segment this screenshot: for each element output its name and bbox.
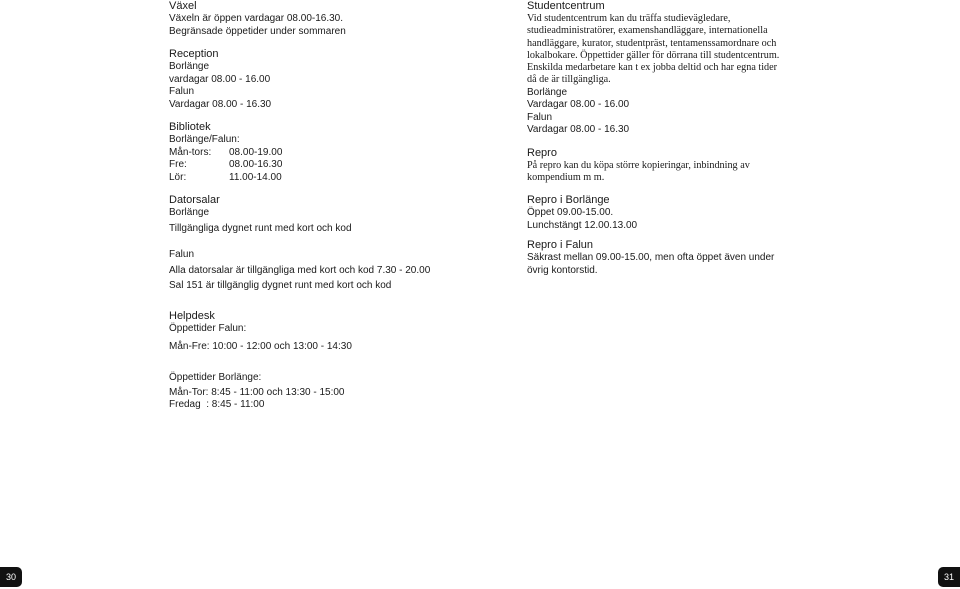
studentcentrum-text: Vid studentcentrum kan du träffa studievägledare, studieadministratörer, examenshandläggare, internationella handläggare, kurator, studentpräst, tentamenssamordnare och lokalbokare. Öppettider gäller för dörrana till studentcentrum. Enskilda medarbetare kan t ex jobba deltid och har egna tider då de är tillgängliga. [527,13,780,86]
bibliotek-time: 08.00-16.30 [229,159,283,170]
datorsalar-borlange: Borlänge [169,207,210,218]
repro-borlange-line: Lunchstängt 12.00.13.00 [527,219,638,231]
studentcentrum-line: Vardagar 08.00 - 16.00 [527,99,630,111]
bibliotek-row [169,147,499,160]
helpdesk-borlange-label: Öppettider Borlänge: [169,372,262,383]
reception-line: Vardagar 08.00 - 16.30 [169,98,272,110]
helpdesk-borlange-time: Mån-Tor: 8:45 - 11:00 och 13:30 - 15:00 [169,386,345,398]
page-number-right: 31 [938,567,960,587]
studentcentrum-heading: Studentcentrum [527,0,605,12]
bibliotek-time: 08.00-19.00 [229,146,283,158]
repro-falun-heading: Repro i Falun [527,239,594,252]
repro-borlange-line: Öppet 09.00-15.00. [527,207,614,219]
bibliotek-heading: Bibliotek [169,121,211,133]
reception-line: Borlänge [169,61,210,72]
bibliotek-day: Lör: [169,171,187,183]
studentcentrum-line: Vardagar 08.00 - 16.30 [527,124,630,136]
datorsalar-heading: Datorsalar [169,194,220,206]
repro-falun-text: Säkrast mellan 09.00-15.00, men ofta öppet även under övrig kontorstid. [527,252,775,276]
repro-heading: Repro [527,146,557,159]
datorsalar-falun-text: Alla datorsalar är tillgängliga med kort och kod 7.30 - 20.00 [169,264,431,276]
bibliotek-sub: Borlänge/Falun: [169,134,240,145]
vaxel-heading: Växel [169,0,197,12]
studentcentrum-line: Borlänge [527,86,568,98]
vaxel-line: Växeln är öppen vardagar 08.00-16.30. [169,13,344,24]
datorsalar-falun: Falun [169,249,195,260]
datorsalar-falun-text: Sal 151 är tillgänglig dygnet runt med kort och kod [169,280,392,291]
studentcentrum-line: Falun [527,111,553,123]
repro-borlange-heading: Repro i Borlänge [527,194,610,207]
bibliotek-row [169,159,499,172]
bibliotek-time: 11.00-14.00 [229,171,282,183]
helpdesk-heading: Helpdesk [169,310,215,322]
reception-heading: Reception [169,48,219,60]
repro-text: På repro kan du köpa större kopieringar, inbindning av kompendium m m. [527,159,750,184]
bibliotek-day: Fre: [169,159,187,170]
bibliotek-row [169,172,499,185]
helpdesk-section [169,310,499,412]
helpdesk-falun-label: Öppettider Falun: [169,323,247,334]
reception-line: vardagar 08.00 - 16.00 [169,73,271,85]
datorsalar-borlange-text: Tillgängliga dygnet runt med kort och kod [169,222,352,234]
helpdesk-borlange-time: Fredag : 8:45 - 11:00 [169,399,265,410]
vaxel-line: Begränsade öppetider under sommaren [169,25,346,37]
page-number-left: 30 [0,567,22,587]
helpdesk-falun-time: Mån-Fre: 10:00 - 12:00 och 13:00 - 14:30 [169,340,352,352]
bibliotek-day: Mån-tors: [169,146,212,158]
right-column [527,0,787,277]
left-column [169,0,499,293]
reception-line: Falun [169,86,195,97]
